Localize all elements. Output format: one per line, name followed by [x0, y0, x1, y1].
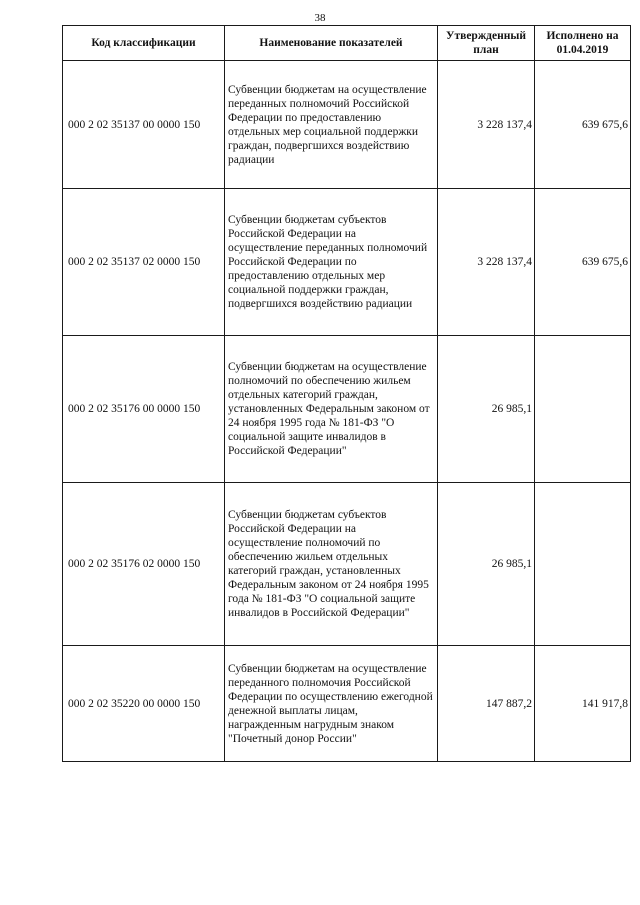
header-row — [63, 26, 631, 61]
indicator-name — [225, 61, 438, 189]
table-row — [63, 336, 631, 483]
approved-plan-value: 3 228 137,4 — [438, 189, 535, 336]
header-code: Код классификации — [63, 26, 225, 61]
classification-code: 000 2 02 35220 00 0000 150 — [63, 646, 225, 762]
approved-plan-value: 147 887,2 — [438, 646, 535, 762]
indicator-name-text: Субвенции бюджетам на осуществление полномочий по обеспечению жильем отдельных категорий граждан, установленных Федеральным законом от 24 ноября 1995 года № 181-ФЗ "О социальной защите инвалидов в Российской Федерации" — [228, 361, 430, 457]
table-header — [63, 26, 631, 61]
indicator-name-text: Субвенции бюджетам на осуществление переданного полномочия Российской Федерации по осуществлению ежегодной денежной выплаты лицам, награжденным нагрудным знаком "Почетный донор России" — [228, 662, 433, 745]
indicator-name — [225, 189, 438, 336]
header-plan: Утвержденный план — [438, 26, 535, 61]
table-body — [63, 61, 631, 762]
indicator-name-text: Субвенции бюджетам субъектов Российской Федерации на осуществление полномочий по обеспечению жильем отдельных категорий граждан, установленных Федеральным законом от 24 ноября 1995 года № 181-ФЗ "О социальной защите инвалидов в Российской Федерации" — [228, 509, 429, 619]
classification-code: 000 2 02 35176 00 0000 150 — [63, 336, 225, 483]
executed-value — [535, 336, 631, 483]
indicator-name — [225, 646, 438, 762]
approved-plan-value: 26 985,1 — [438, 336, 535, 483]
executed-value: 141 917,8 — [535, 646, 631, 762]
header-executed: Исполнено на 01.04.2019 — [535, 26, 631, 61]
table-row — [63, 189, 631, 336]
indicator-name — [225, 336, 438, 483]
indicator-name — [225, 483, 438, 646]
budget-execution-table — [62, 25, 631, 762]
page-number: 38 — [314, 12, 326, 24]
classification-code: 000 2 02 35137 02 0000 150 — [63, 189, 225, 336]
table-row — [63, 61, 631, 189]
executed-value — [535, 483, 631, 646]
indicator-name-text: Субвенции бюджетам на осуществление переданных полномочий Российской Федерации по предоставлению отдельных мер социальной поддержки граждан, подвергшихся воздействию радиации — [228, 83, 427, 166]
header-name: Наименование показателей — [225, 26, 438, 61]
indicator-name-text: Субвенции бюджетам субъектов Российской Федерации на осуществление переданных полномочий Российской Федерации по предоставлению отдельных мер социальной поддержки граждан, подвергшихся воздействию радиации — [228, 214, 428, 310]
table-row — [63, 483, 631, 646]
table-row — [63, 646, 631, 762]
approved-plan-value: 26 985,1 — [438, 483, 535, 646]
executed-value: 639 675,6 — [535, 61, 631, 189]
classification-code: 000 2 02 35137 00 0000 150 — [63, 61, 225, 189]
classification-code: 000 2 02 35176 02 0000 150 — [63, 483, 225, 646]
approved-plan-value: 3 228 137,4 — [438, 61, 535, 189]
executed-value: 639 675,6 — [535, 189, 631, 336]
